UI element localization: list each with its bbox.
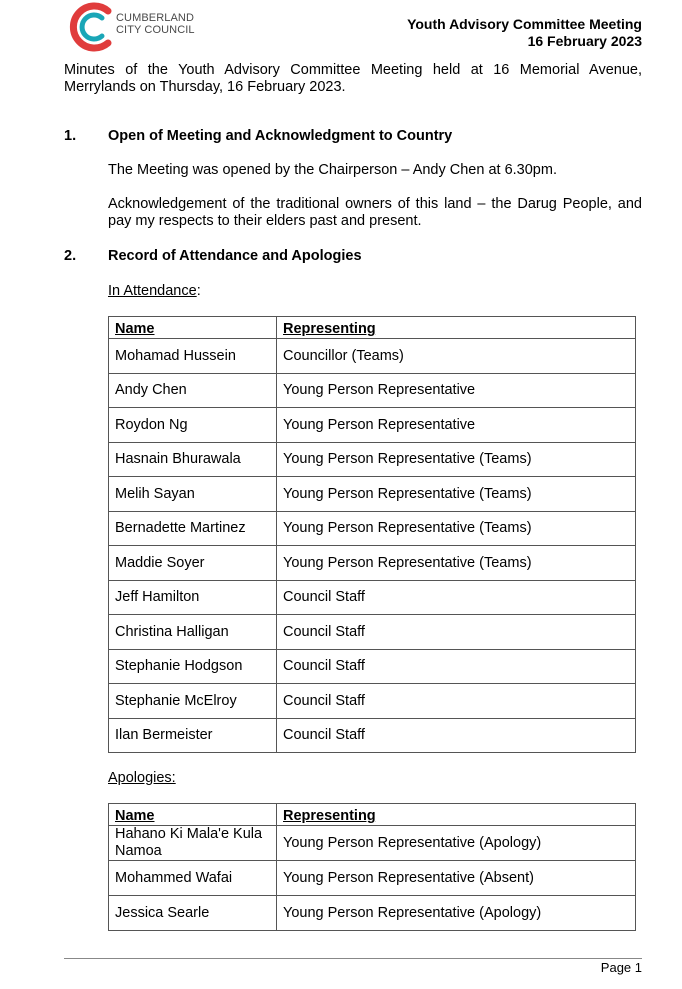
attendee-role: Young Person Representative (Teams)	[277, 442, 636, 477]
attendee-role: Council Staff	[277, 649, 636, 684]
table-row	[109, 615, 636, 650]
attendee-role: Council Staff	[277, 718, 636, 753]
apology-name: Jessica Searle	[109, 896, 277, 931]
attendance-table	[108, 316, 636, 753]
attendee-name: Bernadette Martinez	[109, 511, 277, 546]
attendee-role: Young Person Representative	[277, 408, 636, 443]
attendee-role: Young Person Representative	[277, 373, 636, 408]
attendee-name: Stephanie McElroy	[109, 684, 277, 719]
attendee-role: Young Person Representative (Teams)	[277, 511, 636, 546]
council-logo-icon	[64, 2, 122, 52]
table-row	[109, 511, 636, 546]
table-row	[109, 373, 636, 408]
table-row	[109, 339, 636, 374]
table-row	[109, 477, 636, 512]
table-header-row	[109, 804, 636, 826]
table-row	[109, 684, 636, 719]
attendee-name: Mohamad Hussein	[109, 339, 277, 374]
attendee-name: Melih Sayan	[109, 477, 277, 512]
attendance-label-text: In Attendance	[108, 283, 197, 299]
attendance-label	[108, 283, 201, 299]
intro-paragraph	[64, 62, 642, 96]
attendance-label-colon: :	[196, 283, 201, 299]
apology-role: Young Person Representative (Apology)	[277, 826, 636, 861]
attendee-role: Young Person Representative (Teams)	[277, 546, 636, 581]
attendee-role: Council Staff	[277, 580, 636, 615]
table-row	[109, 718, 636, 753]
attendee-name: Christina Halligan	[109, 615, 277, 650]
section-1-paragraph-2	[108, 196, 642, 230]
column-header-representing: Representing	[277, 317, 636, 339]
meeting-date: 16 February 2023	[527, 33, 642, 49]
section-2-title: Record of Attendance and Apologies	[108, 248, 362, 264]
table-row	[109, 896, 636, 931]
table-header-row	[109, 317, 636, 339]
section-1-title: Open of Meeting and Acknowledgment to Country	[108, 128, 453, 144]
table-row	[109, 826, 636, 861]
document-header	[407, 16, 642, 50]
section-1-paragraph-2-line-2: pay my respects to their elders past and present.	[108, 213, 422, 229]
intro-line-1: Minutes of the Youth Advisory Committee Meeting held at 16 Memorial Avenue,	[64, 62, 642, 78]
attendee-name: Stephanie Hodgson	[109, 649, 277, 684]
apology-role: Young Person Representative (Absent)	[277, 861, 636, 896]
apologies-label: Apologies:	[108, 770, 176, 786]
council-logo-text	[116, 12, 195, 36]
apologies-table	[108, 803, 636, 931]
attendee-name: Ilan Bermeister	[109, 718, 277, 753]
logo-line-1: CUMBERLAND	[116, 12, 195, 24]
table-row	[109, 861, 636, 896]
meeting-title: Youth Advisory Committee Meeting	[407, 16, 642, 32]
table-row	[109, 408, 636, 443]
page-number: Page 1	[600, 960, 642, 975]
attendee-name: Jeff Hamilton	[109, 580, 277, 615]
apology-role: Young Person Representative (Apology)	[277, 896, 636, 931]
attendee-role: Council Staff	[277, 615, 636, 650]
attendee-role: Councillor (Teams)	[277, 339, 636, 374]
attendee-name: Hasnain Bhurawala	[109, 442, 277, 477]
section-1-paragraph-2-line-1: Acknowledgement of the traditional owners of this land – the Darug People, and	[108, 196, 642, 212]
attendee-name: Roydon Ng	[109, 408, 277, 443]
attendee-role: Council Staff	[277, 684, 636, 719]
attendee-role: Young Person Representative (Teams)	[277, 477, 636, 512]
table-row	[109, 442, 636, 477]
column-header-name: Name	[109, 317, 277, 339]
section-1-number: 1.	[64, 128, 77, 144]
logo-line-2: CITY COUNCIL	[116, 24, 195, 36]
footer-divider	[64, 958, 642, 959]
table-row	[109, 580, 636, 615]
apology-name: Hahano Ki Mala'e Kula Namoa	[109, 826, 277, 861]
attendee-name: Maddie Soyer	[109, 546, 277, 581]
attendee-name: Andy Chen	[109, 373, 277, 408]
section-2-number: 2.	[64, 248, 77, 264]
apology-name: Mohammed Wafai	[109, 861, 277, 896]
table-row	[109, 649, 636, 684]
intro-line-2: Merrylands on Thursday, 16 February 2023.	[64, 79, 346, 95]
section-1-paragraph-1: The Meeting was opened by the Chairperson – Andy Chen at 6.30pm.	[108, 162, 557, 178]
column-header-representing: Representing	[277, 804, 636, 826]
table-row	[109, 546, 636, 581]
column-header-name: Name	[109, 804, 277, 826]
